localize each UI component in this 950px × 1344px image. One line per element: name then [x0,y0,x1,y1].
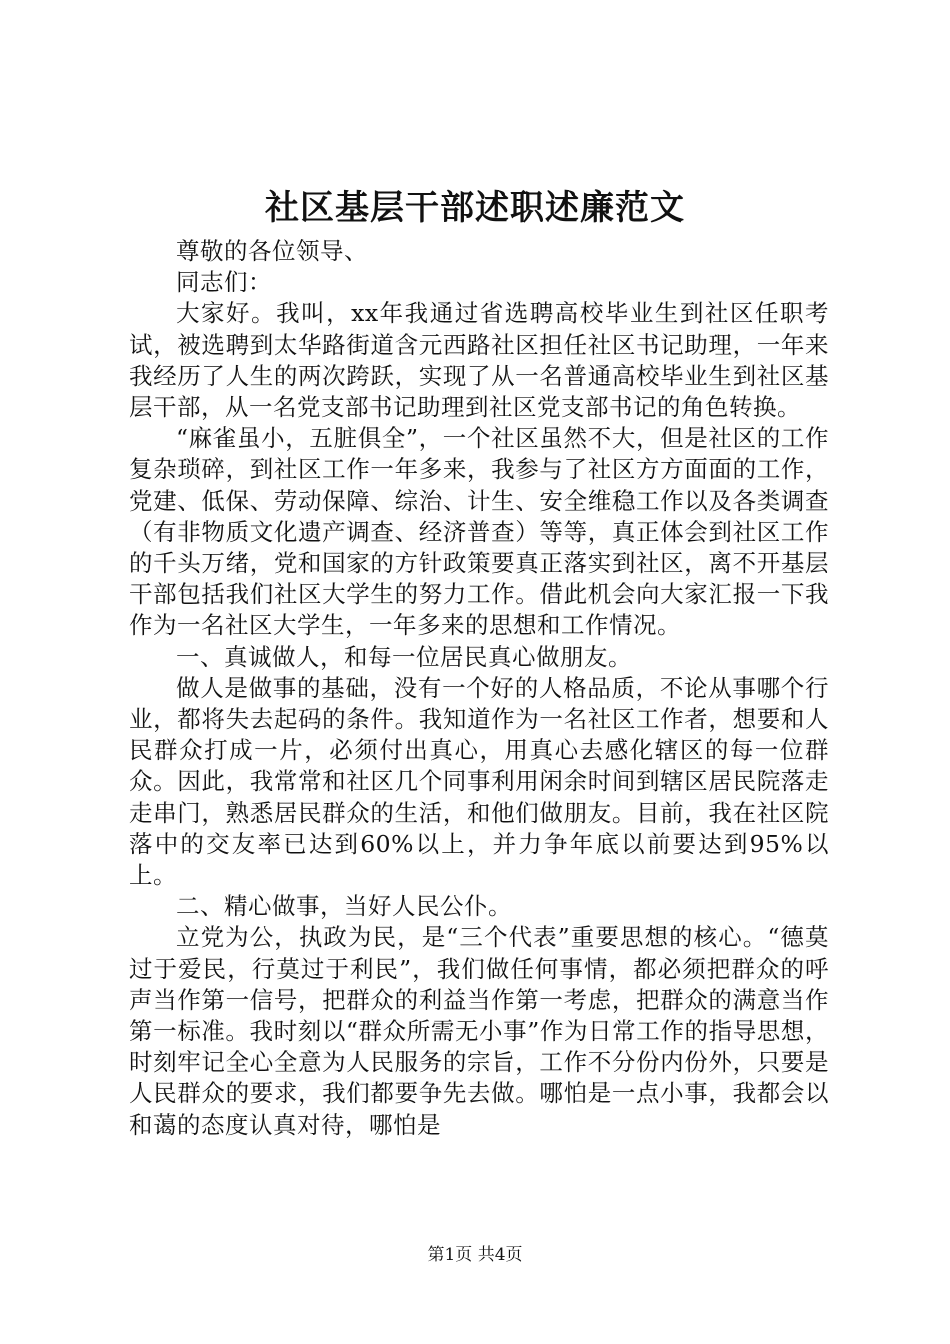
paragraph-community-work: “麻雀虽小，五脏俱全”，一个社区虽然不大，但是社区的工作复杂琐碎，到社区工作一年多来，我参与了社区方方面面的工作，党建、低保、劳动保障、综治、计生、安全维稳工作以及各类调查（有非物质文化遗产调查、经济普查）等等，真正体会到社区工作的千头万绪，党和国家的方针政策要真正落实到社区，离不开基层干部包括我们社区大学生的努力工作。借此机会向大家汇报一下我作为一名社区大学生，一年多来的思想和工作情况。 [129,424,829,640]
section-heading-2: 二、精心做事，当好人民公仆。 [176,892,512,921]
salutation-line-2: 同志们： [176,268,272,297]
page-footer: 第1页 共4页 [427,1245,523,1265]
document-body [129,236,829,1141]
document-title: 社区基层干部述职述廉范文 [265,188,685,228]
paragraph-public-servant: 立党为公，执政为民，是“三个代表”重要思想的核心。“德莫过于爱民，行莫过于利民”，我们做任何事情，都必须把群众的呼声当作第一信号，把群众的利益当作第一考虑，把群众的满意当作第一标准。我时刻以“群众所需无小事”作为日常工作的指导思想，时刻牢记全心全意为人民服务的宗旨，工作不分份内份外，只要是人民群众的要求，我们都要争先去做。哪怕是一点小事，我都会以和蔼的态度认真对待，哪怕是 [129,923,829,1139]
paragraph-sincere-person: 做人是做事的基础，没有一个好的人格品质，不论从事哪个行业，都将失去起码的条件。我知道作为一名社区工作者，想要和人民群众打成一片，必须付出真心，用真心去感化辖区的每一位群众。因此，我常常和社区几个同事利用闲余时间到辖区居民院落走走串门，熟悉居民群众的生活，和他们做朋友。目前，我在社区院落中的交友率已达到60%以上，并力争年底以前要达到95%以上。 [129,673,829,890]
paragraph-introduction: 大家好。我叫，xx年我通过省选聘高校毕业生到社区任职考试，被选聘到太华路街道含元西路社区担任社区书记助理，一年来我经历了人生的两次跨跃，实现了从一名普通高校毕业生到社区基层干部，从一名党支部书记助理到社区党支部书记的角色转换。 [129,299,829,422]
salutation-line-1: 尊敬的各位领导、 [176,237,368,265]
section-heading-1: 一、真诚做人，和每一位居民真心做朋友。 [176,642,632,671]
